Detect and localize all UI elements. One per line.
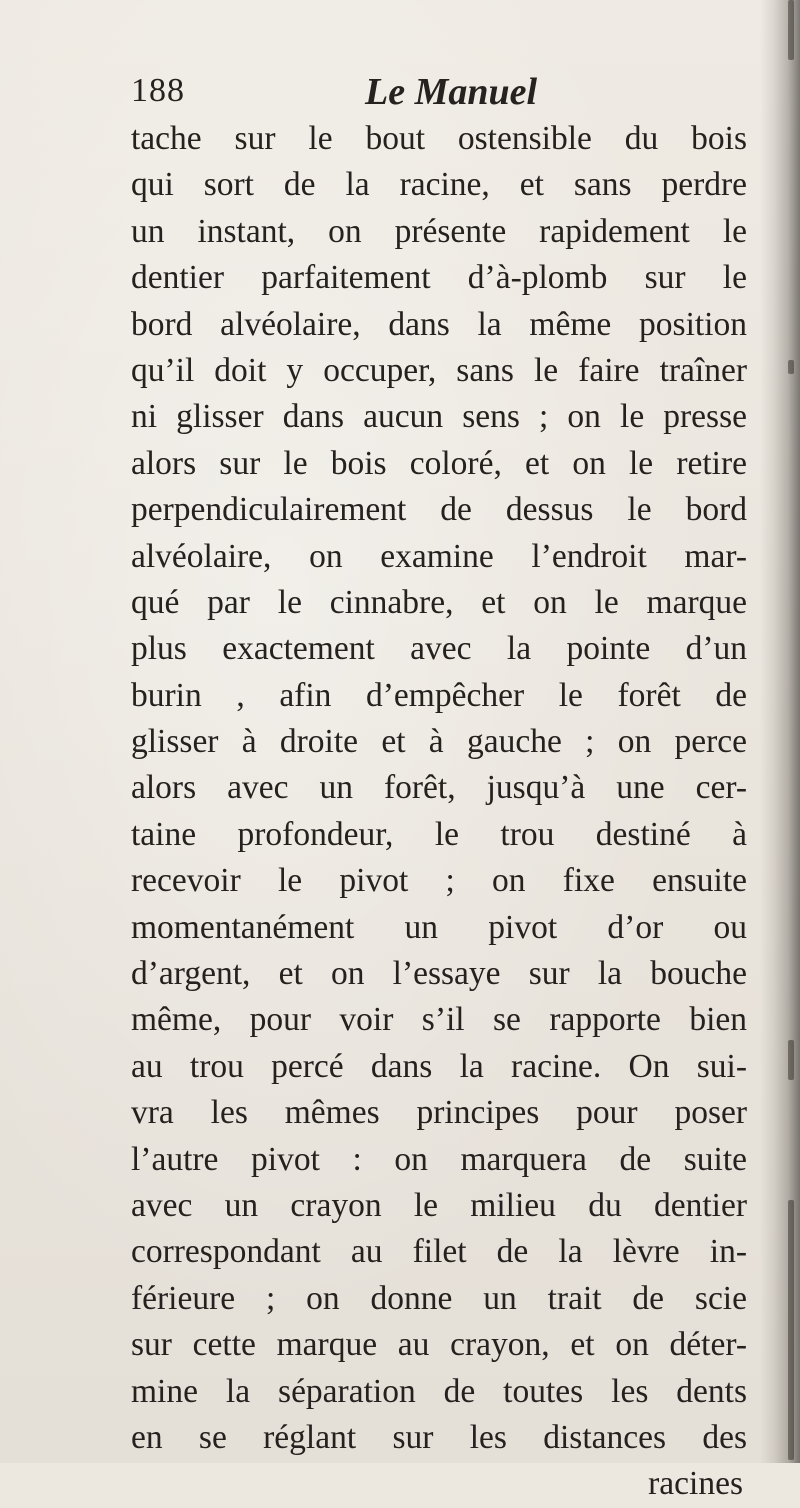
text-line: bord alvéolaire, dans la même position bbox=[131, 305, 747, 343]
page-header bbox=[131, 72, 741, 118]
text-line: sur cette marque au crayon, et on déter- bbox=[131, 1326, 747, 1364]
catchword: racines bbox=[648, 1465, 743, 1503]
page-edge-mark bbox=[788, 1200, 794, 1460]
body-text bbox=[131, 116, 747, 1508]
text-line: glisser à droite et à gauche ; on perce bbox=[131, 723, 747, 761]
text-line: alvéolaire, on examine l’endroit mar- bbox=[131, 537, 747, 575]
text-line: en se réglant sur les distances des bbox=[131, 1418, 747, 1456]
text-line: burin , afin d’empêcher le forêt de bbox=[131, 676, 747, 714]
text-line: qué par le cinnabre, et on le marque bbox=[131, 583, 747, 621]
text-line: ni glisser dans aucun sens ; on le presse bbox=[131, 398, 747, 436]
page-edge-mark bbox=[788, 1040, 794, 1080]
text-line: recevoir le pivot ; on fixe ensuite bbox=[131, 862, 747, 900]
page-number: 188 bbox=[131, 72, 185, 109]
text-line: même, pour voir s’il se rapporte bien bbox=[131, 1001, 747, 1039]
text-line: alors avec un forêt, jusqu’à une cer- bbox=[131, 769, 747, 807]
text-line: mine la séparation de toutes les dents bbox=[131, 1372, 747, 1410]
text-line: dentier parfaitement d’à-plomb sur le bbox=[131, 259, 747, 297]
text-line: l’autre pivot : on marquera de suite bbox=[131, 1140, 747, 1178]
page-edge-mark bbox=[788, 0, 794, 60]
text-line: avec un crayon le milieu du dentier bbox=[131, 1186, 747, 1224]
text-line: un instant, on présente rapidement le bbox=[131, 212, 747, 250]
text-line: férieure ; on donne un trait de scie bbox=[131, 1279, 747, 1317]
text-line: tache sur le bout ostensible du bois bbox=[131, 120, 747, 157]
text-line: vra les mêmes principes pour poser bbox=[131, 1094, 747, 1132]
text-line: d’argent, et on l’essaye sur la bouche bbox=[131, 955, 747, 993]
text-line: qu’il doit y occuper, sans le faire traîner bbox=[131, 351, 747, 389]
page-edge-shadow bbox=[760, 0, 800, 1463]
text-line: alors sur le bois coloré, et on le retire bbox=[131, 444, 747, 482]
running-head: Le Manuel bbox=[365, 71, 538, 113]
text-line: correspondant au filet de la lèvre in- bbox=[131, 1233, 747, 1271]
text-line: momentanément un pivot d’or ou bbox=[131, 908, 747, 946]
text-line: au trou percé dans la racine. On sui- bbox=[131, 1047, 747, 1085]
text-line: qui sort de la racine, et sans perdre bbox=[131, 166, 747, 204]
text-line: perpendiculairement de dessus le bord bbox=[131, 491, 747, 529]
text-line: plus exactement avec la pointe d’un bbox=[131, 630, 747, 668]
page-edge-mark bbox=[788, 360, 794, 374]
text-line: taine profondeur, le trou destiné à bbox=[131, 815, 747, 853]
